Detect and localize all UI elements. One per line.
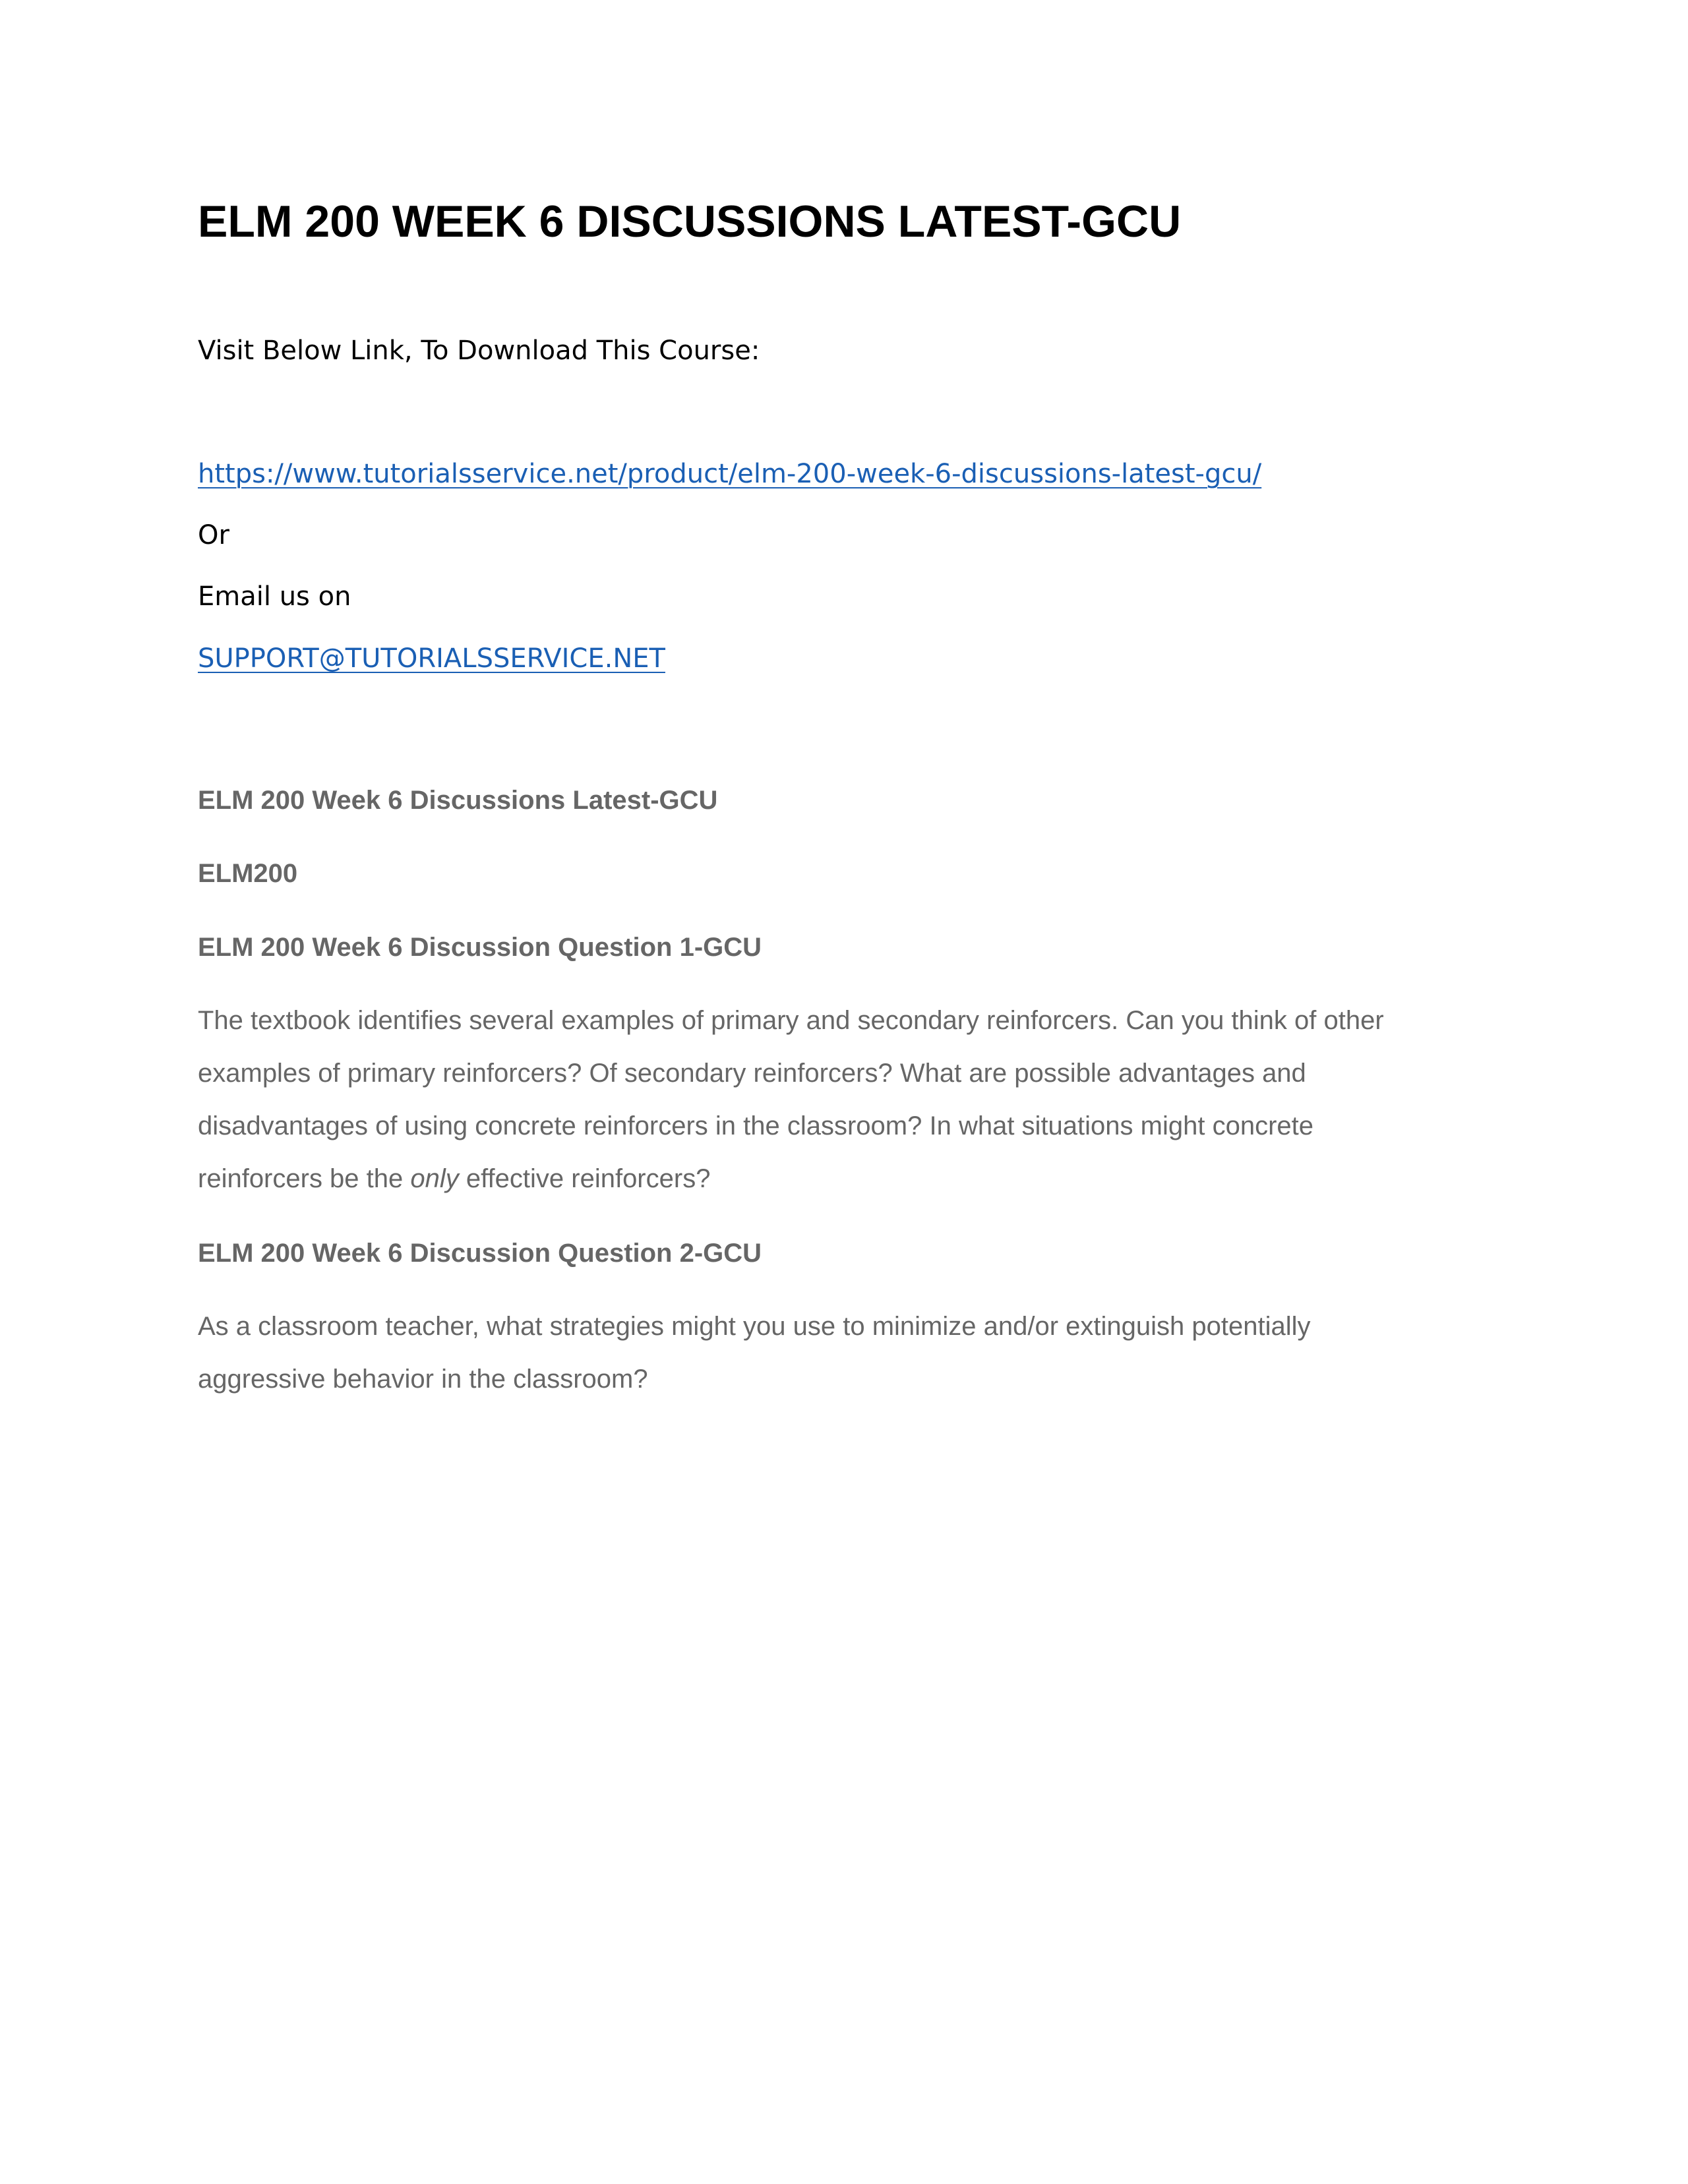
or-text: Or [198,520,229,550]
question-1-line-3: disadvantages of using concrete reinforcers in the classroom? In what situations might concrete [198,1111,1313,1140]
question-1-text [198,994,1490,1205]
course-link-line [198,456,1261,492]
email-label: Email us on [198,581,351,612]
course-code: ELM200 [198,859,298,888]
question-1-line-4-end: effective reinforcers? [458,1164,711,1193]
question-2-line-1: As a classroom teacher, what strategies might you use to minimize and/or extinguish potentially [198,1312,1311,1341]
page-title: ELM 200 WEEK 6 DISCUSSIONS LATEST-GCU [198,196,1182,247]
section-heading: ELM 200 Week 6 Discussions Latest-GCU [198,786,718,815]
question-1-line-2: examples of primary reinforcers? Of secondary reinforcers? What are possible advantages and [198,1059,1306,1088]
question-2-heading: ELM 200 Week 6 Discussion Question 2-GCU [198,1239,762,1268]
course-download-link[interactable]: https://www.tutorialsservice.net/product/elm-200-week-6-discussions-latest-gcu/ [198,459,1262,489]
visit-instruction: Visit Below Link, To Download This Course: [198,336,760,366]
question-2-line-2: aggressive behavior in the classroom? [198,1365,648,1394]
question-1-line-4 [198,1152,1490,1205]
question-1-line-4-start: reinforcers be the [198,1164,411,1193]
question-2-text [198,1300,1490,1405]
question-1-emphasis: only [410,1164,459,1193]
question-1-heading: ELM 200 Week 6 Discussion Question 1-GCU [198,933,762,962]
question-1-line-1: The textbook identifies several examples of primary and secondary reinforcers. Can you think of other [198,1006,1384,1035]
support-email-link[interactable]: SUPPORT@TUTORIALSSERVICE.NET [198,643,665,674]
support-email-line [198,640,665,677]
